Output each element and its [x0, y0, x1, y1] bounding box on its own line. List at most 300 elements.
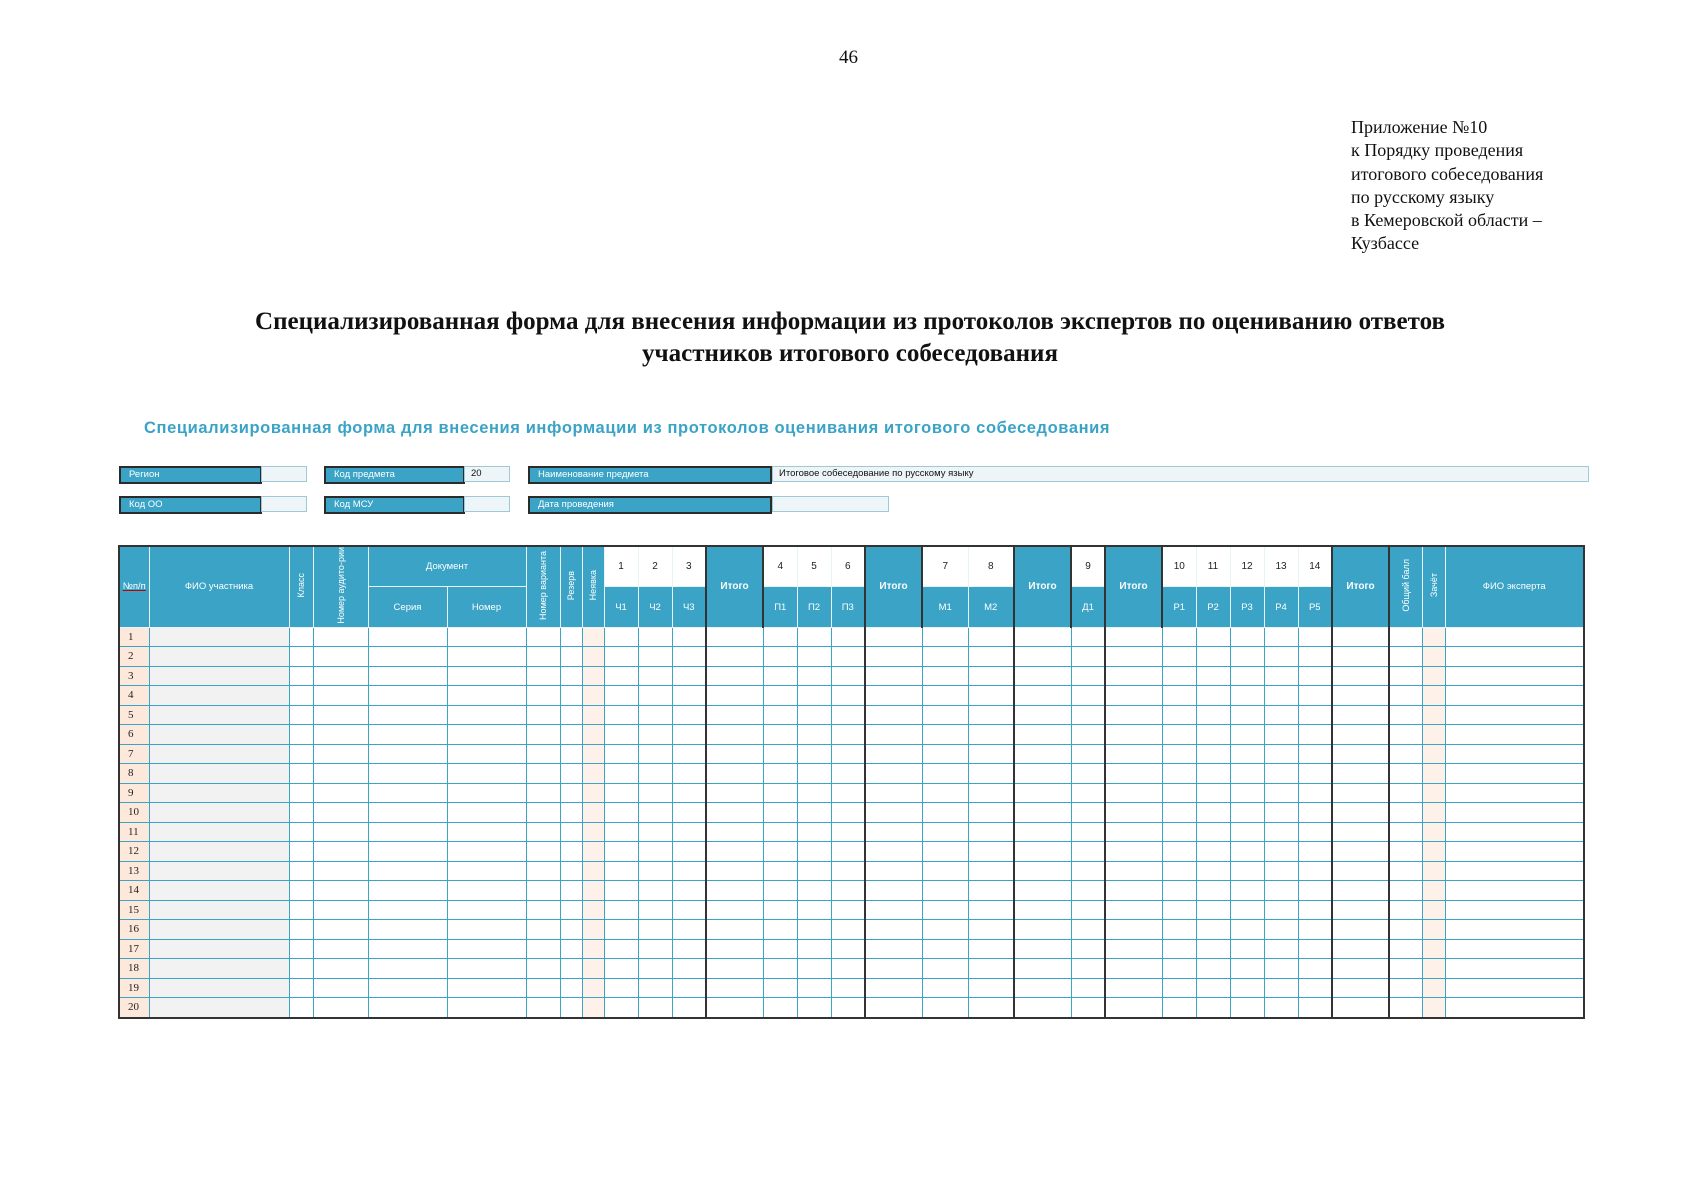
table-cell[interactable] [968, 881, 1014, 901]
table-cell[interactable] [638, 842, 672, 862]
table-cell[interactable] [1105, 705, 1162, 725]
table-cell[interactable] [289, 900, 313, 920]
table-cell[interactable] [1105, 647, 1162, 667]
table-cell[interactable] [968, 822, 1014, 842]
table-cell[interactable] [1230, 764, 1264, 784]
table-cell[interactable] [797, 803, 831, 823]
table-cell[interactable] [1196, 900, 1230, 920]
table-cell[interactable] [1014, 705, 1071, 725]
table-cell[interactable] [797, 686, 831, 706]
table-cell[interactable] [968, 686, 1014, 706]
table-cell[interactable] [638, 686, 672, 706]
table-cell[interactable] [1014, 627, 1071, 647]
table-cell[interactable] [1014, 647, 1071, 667]
table-cell[interactable] [763, 647, 797, 667]
table-cell[interactable] [313, 705, 368, 725]
table-cell[interactable] [149, 764, 289, 784]
table-cell[interactable] [447, 666, 526, 686]
table-cell[interactable] [1298, 939, 1332, 959]
table-cell[interactable] [368, 666, 447, 686]
table-cell[interactable] [447, 705, 526, 725]
table-cell[interactable] [672, 842, 706, 862]
table-cell[interactable] [922, 725, 968, 745]
table-cell[interactable] [1389, 666, 1422, 686]
table-cell[interactable] [1196, 842, 1230, 862]
table-cell[interactable] [1071, 783, 1105, 803]
table-cell[interactable] [1298, 959, 1332, 979]
table-cell[interactable] [1230, 842, 1264, 862]
table-cell[interactable] [865, 647, 922, 667]
table-cell[interactable] [582, 647, 604, 667]
table-cell[interactable] [1422, 627, 1445, 647]
table-cell[interactable] [831, 764, 865, 784]
table-cell[interactable] [1389, 686, 1422, 706]
table-cell[interactable] [968, 939, 1014, 959]
table-cell[interactable] [763, 744, 797, 764]
table-cell[interactable] [1445, 803, 1584, 823]
table-cell[interactable] [1014, 744, 1071, 764]
table-cell[interactable] [1230, 861, 1264, 881]
table-cell[interactable] [638, 861, 672, 881]
table-cell[interactable] [831, 939, 865, 959]
table-cell[interactable] [968, 803, 1014, 823]
table-cell[interactable] [1332, 900, 1389, 920]
table-cell[interactable] [1230, 920, 1264, 940]
table-cell[interactable] [706, 686, 763, 706]
table-cell[interactable] [865, 822, 922, 842]
table-cell[interactable] [922, 939, 968, 959]
table-cell[interactable] [582, 744, 604, 764]
subject-name-input[interactable]: Итоговое собеседование по русскому языку [772, 466, 1589, 482]
table-cell[interactable] [368, 998, 447, 1018]
table-cell[interactable] [1264, 978, 1298, 998]
table-cell[interactable] [289, 822, 313, 842]
table-cell[interactable] [560, 978, 582, 998]
table-cell[interactable] [968, 978, 1014, 998]
table-cell[interactable] [1196, 686, 1230, 706]
table-cell[interactable] [1071, 920, 1105, 940]
table-cell[interactable] [1422, 881, 1445, 901]
table-cell[interactable] [560, 705, 582, 725]
table-cell[interactable] [638, 803, 672, 823]
table-cell[interactable] [289, 647, 313, 667]
table-cell[interactable] [149, 666, 289, 686]
table-cell[interactable] [149, 744, 289, 764]
table-cell[interactable] [1071, 842, 1105, 862]
table-cell[interactable] [922, 998, 968, 1018]
table-cell[interactable] [763, 666, 797, 686]
table-cell[interactable] [526, 900, 560, 920]
table-cell[interactable] [447, 959, 526, 979]
table-cell[interactable] [1445, 959, 1584, 979]
table-cell[interactable] [922, 959, 968, 979]
table-cell[interactable] [1264, 686, 1298, 706]
table-cell[interactable] [797, 920, 831, 940]
table-cell[interactable] [604, 705, 638, 725]
table-cell[interactable] [447, 822, 526, 842]
table-cell[interactable] [526, 803, 560, 823]
table-cell[interactable] [1162, 978, 1196, 998]
table-cell[interactable] [1105, 842, 1162, 862]
table-cell[interactable] [672, 959, 706, 979]
table-cell[interactable] [1230, 783, 1264, 803]
table-cell[interactable] [763, 725, 797, 745]
table-cell[interactable] [706, 744, 763, 764]
table-cell[interactable] [1071, 764, 1105, 784]
table-cell[interactable] [1389, 881, 1422, 901]
table-cell[interactable] [368, 627, 447, 647]
table-cell[interactable] [706, 647, 763, 667]
table-cell[interactable] [797, 861, 831, 881]
table-cell[interactable] [968, 725, 1014, 745]
table-cell[interactable] [289, 666, 313, 686]
table-cell[interactable] [1389, 959, 1422, 979]
table-cell[interactable] [1264, 939, 1298, 959]
table-cell[interactable] [149, 978, 289, 998]
table-cell[interactable] [1389, 803, 1422, 823]
table-cell[interactable] [1230, 959, 1264, 979]
table-cell[interactable] [1162, 744, 1196, 764]
table-cell[interactable] [1445, 978, 1584, 998]
table-cell[interactable] [1162, 764, 1196, 784]
table-cell[interactable] [560, 900, 582, 920]
table-cell[interactable] [1445, 939, 1584, 959]
table-cell[interactable] [1332, 920, 1389, 940]
table-cell[interactable] [1162, 627, 1196, 647]
table-cell[interactable] [1445, 783, 1584, 803]
table-cell[interactable] [672, 725, 706, 745]
table-cell[interactable] [797, 881, 831, 901]
table-cell[interactable] [1264, 920, 1298, 940]
table-cell[interactable] [582, 686, 604, 706]
table-cell[interactable] [560, 881, 582, 901]
table-cell[interactable] [526, 959, 560, 979]
table-cell[interactable] [1196, 881, 1230, 901]
table-cell[interactable] [368, 686, 447, 706]
table-cell[interactable] [582, 959, 604, 979]
table-cell[interactable] [289, 998, 313, 1018]
table-cell[interactable] [1071, 647, 1105, 667]
table-cell[interactable] [313, 783, 368, 803]
table-cell[interactable] [1445, 842, 1584, 862]
table-cell[interactable] [706, 783, 763, 803]
table-cell[interactable] [1014, 783, 1071, 803]
table-cell[interactable] [582, 764, 604, 784]
table-cell[interactable] [1264, 803, 1298, 823]
table-cell[interactable] [604, 647, 638, 667]
table-cell[interactable] [526, 920, 560, 940]
table-cell[interactable] [447, 881, 526, 901]
table-cell[interactable] [831, 920, 865, 940]
table-cell[interactable] [604, 842, 638, 862]
region-input[interactable] [261, 466, 307, 482]
table-cell[interactable] [706, 764, 763, 784]
table-cell[interactable] [922, 842, 968, 862]
table-cell[interactable] [865, 764, 922, 784]
table-cell[interactable] [1422, 920, 1445, 940]
table-cell[interactable] [313, 666, 368, 686]
table-cell[interactable] [1298, 803, 1332, 823]
table-cell[interactable] [582, 705, 604, 725]
table-cell[interactable] [1298, 647, 1332, 667]
table-cell[interactable] [672, 822, 706, 842]
table-cell[interactable] [313, 998, 368, 1018]
table-cell[interactable] [922, 686, 968, 706]
table-cell[interactable] [313, 764, 368, 784]
table-cell[interactable] [1332, 978, 1389, 998]
table-cell[interactable] [1162, 783, 1196, 803]
table-cell[interactable] [1445, 627, 1584, 647]
table-cell[interactable] [1422, 939, 1445, 959]
table-cell[interactable] [582, 627, 604, 647]
table-cell[interactable] [763, 920, 797, 940]
table-cell[interactable] [1298, 861, 1332, 881]
table-cell[interactable] [1105, 686, 1162, 706]
table-cell[interactable] [638, 783, 672, 803]
table-cell[interactable] [672, 998, 706, 1018]
table-cell[interactable] [638, 627, 672, 647]
table-cell[interactable] [1332, 959, 1389, 979]
table-cell[interactable] [638, 822, 672, 842]
table-cell[interactable] [1422, 803, 1445, 823]
table-cell[interactable] [1298, 686, 1332, 706]
table-cell[interactable] [1014, 764, 1071, 784]
table-cell[interactable] [672, 627, 706, 647]
table-cell[interactable] [1389, 939, 1422, 959]
table-cell[interactable] [706, 861, 763, 881]
table-cell[interactable] [797, 783, 831, 803]
table-cell[interactable] [1422, 842, 1445, 862]
table-cell[interactable] [526, 998, 560, 1018]
table-cell[interactable] [582, 998, 604, 1018]
table-cell[interactable] [582, 978, 604, 998]
table-cell[interactable] [289, 920, 313, 940]
table-cell[interactable] [1071, 900, 1105, 920]
table-cell[interactable] [1298, 978, 1332, 998]
table-cell[interactable] [289, 861, 313, 881]
table-cell[interactable] [1014, 881, 1071, 901]
table-cell[interactable] [1105, 998, 1162, 1018]
table-cell[interactable] [1445, 647, 1584, 667]
table-cell[interactable] [1332, 666, 1389, 686]
table-cell[interactable] [604, 764, 638, 784]
table-cell[interactable] [1162, 822, 1196, 842]
table-cell[interactable] [1298, 627, 1332, 647]
table-cell[interactable] [149, 705, 289, 725]
table-cell[interactable] [672, 861, 706, 881]
table-cell[interactable] [1298, 744, 1332, 764]
table-cell[interactable] [313, 744, 368, 764]
table-cell[interactable] [706, 842, 763, 862]
table-cell[interactable] [149, 822, 289, 842]
table-cell[interactable] [797, 744, 831, 764]
table-cell[interactable] [706, 803, 763, 823]
table-cell[interactable] [368, 744, 447, 764]
table-cell[interactable] [1332, 803, 1389, 823]
table-cell[interactable] [1264, 861, 1298, 881]
table-cell[interactable] [149, 881, 289, 901]
table-cell[interactable] [149, 627, 289, 647]
table-cell[interactable] [922, 647, 968, 667]
table-cell[interactable] [968, 744, 1014, 764]
table-cell[interactable] [831, 647, 865, 667]
table-cell[interactable] [1162, 666, 1196, 686]
table-cell[interactable] [604, 783, 638, 803]
table-cell[interactable] [831, 842, 865, 862]
table-cell[interactable] [706, 939, 763, 959]
table-cell[interactable] [922, 764, 968, 784]
table-cell[interactable] [447, 725, 526, 745]
table-cell[interactable] [1389, 725, 1422, 745]
table-cell[interactable] [1071, 725, 1105, 745]
table-cell[interactable] [763, 764, 797, 784]
table-cell[interactable] [560, 920, 582, 940]
table-cell[interactable] [831, 959, 865, 979]
table-cell[interactable] [1422, 647, 1445, 667]
table-cell[interactable] [831, 978, 865, 998]
table-cell[interactable] [1230, 803, 1264, 823]
table-cell[interactable] [1014, 978, 1071, 998]
table-cell[interactable] [447, 939, 526, 959]
table-cell[interactable] [447, 686, 526, 706]
table-cell[interactable] [526, 842, 560, 862]
table-cell[interactable] [1071, 861, 1105, 881]
table-cell[interactable] [1332, 783, 1389, 803]
table-cell[interactable] [604, 861, 638, 881]
table-cell[interactable] [604, 803, 638, 823]
table-cell[interactable] [1014, 842, 1071, 862]
table-cell[interactable] [1298, 822, 1332, 842]
table-cell[interactable] [1264, 881, 1298, 901]
table-cell[interactable] [1264, 998, 1298, 1018]
table-cell[interactable] [1264, 783, 1298, 803]
table-cell[interactable] [968, 998, 1014, 1018]
table-cell[interactable] [865, 744, 922, 764]
table-cell[interactable] [582, 842, 604, 862]
table-cell[interactable] [313, 842, 368, 862]
table-cell[interactable] [763, 861, 797, 881]
table-cell[interactable] [1014, 998, 1071, 1018]
table-cell[interactable] [831, 822, 865, 842]
table-cell[interactable] [672, 939, 706, 959]
table-cell[interactable] [1422, 686, 1445, 706]
table-cell[interactable] [763, 978, 797, 998]
table-cell[interactable] [831, 861, 865, 881]
table-cell[interactable] [1162, 881, 1196, 901]
table-cell[interactable] [582, 783, 604, 803]
table-cell[interactable] [313, 861, 368, 881]
table-cell[interactable] [368, 725, 447, 745]
table-cell[interactable] [1071, 705, 1105, 725]
table-cell[interactable] [672, 900, 706, 920]
table-cell[interactable] [1105, 803, 1162, 823]
table-cell[interactable] [831, 666, 865, 686]
table-cell[interactable] [638, 900, 672, 920]
table-cell[interactable] [447, 842, 526, 862]
table-cell[interactable] [1162, 920, 1196, 940]
table-cell[interactable] [672, 686, 706, 706]
table-cell[interactable] [1422, 744, 1445, 764]
table-cell[interactable] [1196, 861, 1230, 881]
table-cell[interactable] [289, 705, 313, 725]
table-cell[interactable] [582, 803, 604, 823]
table-cell[interactable] [1230, 725, 1264, 745]
table-cell[interactable] [368, 900, 447, 920]
table-cell[interactable] [1298, 764, 1332, 784]
table-cell[interactable] [1196, 627, 1230, 647]
table-cell[interactable] [922, 978, 968, 998]
table-cell[interactable] [313, 978, 368, 998]
table-cell[interactable] [865, 900, 922, 920]
table-cell[interactable] [1298, 920, 1332, 940]
table-cell[interactable] [368, 705, 447, 725]
table-cell[interactable] [1230, 627, 1264, 647]
table-cell[interactable] [289, 842, 313, 862]
table-cell[interactable] [922, 783, 968, 803]
table-cell[interactable] [368, 783, 447, 803]
table-cell[interactable] [526, 861, 560, 881]
table-cell[interactable] [1071, 822, 1105, 842]
table-cell[interactable] [1105, 920, 1162, 940]
table-cell[interactable] [604, 998, 638, 1018]
table-cell[interactable] [560, 744, 582, 764]
table-cell[interactable] [1422, 725, 1445, 745]
table-cell[interactable] [560, 803, 582, 823]
table-cell[interactable] [763, 900, 797, 920]
table-cell[interactable] [922, 627, 968, 647]
table-cell[interactable] [1162, 861, 1196, 881]
table-cell[interactable] [797, 705, 831, 725]
table-cell[interactable] [289, 978, 313, 998]
table-cell[interactable] [865, 939, 922, 959]
table-cell[interactable] [560, 666, 582, 686]
table-cell[interactable] [1332, 725, 1389, 745]
table-cell[interactable] [1196, 783, 1230, 803]
table-cell[interactable] [638, 725, 672, 745]
table-cell[interactable] [560, 822, 582, 842]
table-cell[interactable] [447, 900, 526, 920]
table-cell[interactable] [865, 842, 922, 862]
table-cell[interactable] [638, 998, 672, 1018]
table-cell[interactable] [447, 764, 526, 784]
table-cell[interactable] [797, 998, 831, 1018]
table-cell[interactable] [865, 666, 922, 686]
table-cell[interactable] [1332, 744, 1389, 764]
table-cell[interactable] [1230, 705, 1264, 725]
table-cell[interactable] [1298, 842, 1332, 862]
table-cell[interactable] [831, 686, 865, 706]
table-cell[interactable] [922, 803, 968, 823]
table-cell[interactable] [582, 939, 604, 959]
table-cell[interactable] [313, 725, 368, 745]
table-cell[interactable] [763, 783, 797, 803]
table-cell[interactable] [560, 939, 582, 959]
table-cell[interactable] [1196, 803, 1230, 823]
oo-code-input[interactable] [261, 496, 307, 512]
table-cell[interactable] [1298, 998, 1332, 1018]
table-cell[interactable] [1445, 822, 1584, 842]
table-cell[interactable] [1196, 978, 1230, 998]
table-cell[interactable] [1105, 764, 1162, 784]
table-cell[interactable] [1264, 705, 1298, 725]
table-cell[interactable] [638, 881, 672, 901]
table-cell[interactable] [1332, 881, 1389, 901]
table-cell[interactable] [1230, 998, 1264, 1018]
table-cell[interactable] [1162, 959, 1196, 979]
table-cell[interactable] [797, 978, 831, 998]
table-cell[interactable] [1196, 725, 1230, 745]
table-cell[interactable] [289, 783, 313, 803]
